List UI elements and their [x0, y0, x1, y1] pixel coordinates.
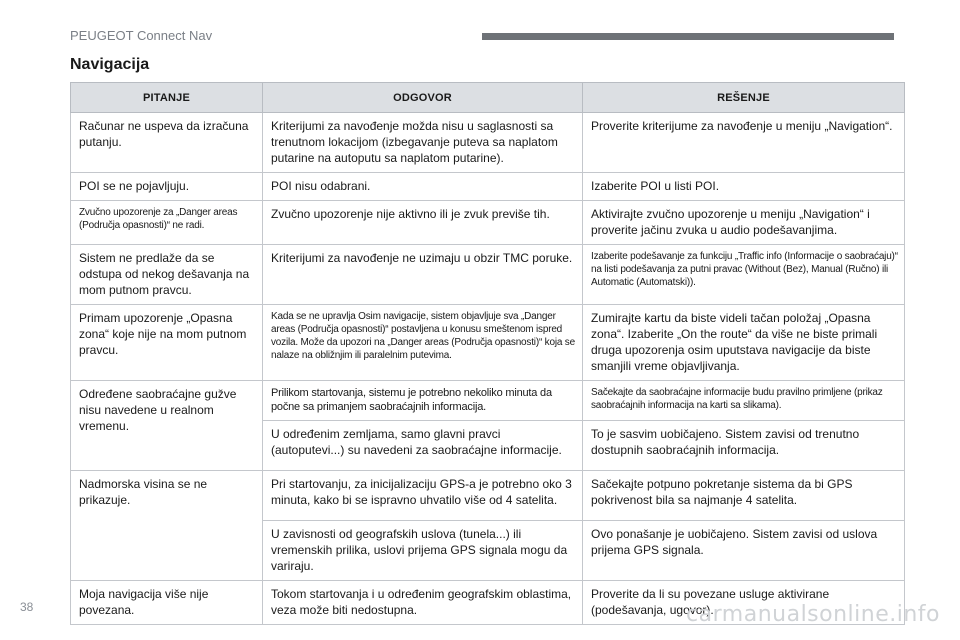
- question-cell: Nadmorska visina se ne prikazuje.: [71, 471, 263, 581]
- solution-cell: Sačekajte potpuno pokretanje sistema da bi GPS pokrivenost bila sa najmanje 4 satelita.: [583, 471, 905, 521]
- header-brand: PEUGEOT Connect Nav: [70, 28, 213, 43]
- solution-cell: Zumirajte kartu da biste videli tačan položaj „Opasna zona“. Izaberite „On the route“ da više ne biste primali druga upozorenja osim uputstava navigacije da biste smanjili vreme objavljivanja.: [583, 305, 905, 381]
- answer-cell: Prilikom startovanja, sistemu je potrebno nekoliko minuta da počne sa primanjem saobraćajnih informacija.: [263, 381, 583, 421]
- table-row: [71, 173, 905, 201]
- answer-cell: Tokom startovanja i u određenim geografskim oblastima, veza može biti nedostupna.: [263, 581, 583, 625]
- answer-cell: Pri startovanju, za inicijalizaciju GPS-a je potrebno oko 3 minuta, kako bi se ispravno uhvatilo više od 4 satelita.: [263, 471, 583, 521]
- question-cell: Moja navigacija više nije povezana.: [71, 581, 263, 625]
- answer-cell: Kada se ne upravlja Osim navigacije, sistem objavljuje sva „Danger areas (Područja opasnosti)“ postavljena u konusu smeštenom ispred vozila. Može da upozori na „Danger areas (Područja opasnosti)“ koja se nalaze na obližnjim ili paralelnim putevima.: [263, 305, 583, 381]
- table-row: [71, 381, 905, 421]
- section-title: Navigacija: [70, 56, 150, 73]
- answer-cell: POI nisu odabrani.: [263, 173, 583, 201]
- solution-cell: Proverite kriterijume za navođenje u meniju „Navigation“.: [583, 113, 905, 173]
- solution-cell: Aktivirajte zvučno upozorenje u meniju „Navigation“ i proverite jačinu zvuka u audio podešavanjima.: [583, 201, 905, 245]
- answer-cell: U određenim zemljama, samo glavni pravci (autoputevi...) su navedeni za saobraćajne informacije.: [263, 421, 583, 471]
- solution-cell: To je sasvim uobičajeno. Sistem zavisi od trenutno dostupnih saobraćajnih informacija.: [583, 421, 905, 471]
- question-cell: Sistem ne predlaže da se odstupa od nekog dešavanja na mom putnom pravcu.: [71, 245, 263, 305]
- page-number: 38: [20, 600, 34, 614]
- watermark: carmanualsonline.info: [686, 602, 940, 627]
- answer-cell: U zavisnosti od geografskih uslova (tunela...) ili vremenskih prilika, uslovi prijema GPS signala mogu da variraju.: [263, 521, 583, 581]
- solution-cell: Sačekajte da saobraćajne informacije budu pravilno primljene (prikaz saobraćajnih informacija na karti sa slikama).: [583, 381, 905, 421]
- table-row: [71, 471, 905, 521]
- table-header-row: [71, 83, 905, 113]
- column-header-question: PITANJE: [71, 83, 263, 113]
- answer-cell: Kriterijumi za navođenje ne uzimaju u obzir TMC poruke.: [263, 245, 583, 305]
- table-row: [71, 245, 905, 305]
- question-cell: Primam upozorenje „Opasna zona“ koje nije na mom putnom pravcu.: [71, 305, 263, 381]
- question-cell: Određene saobraćajne gužve nisu navedene u realnom vremenu.: [71, 381, 263, 471]
- solution-cell: Izaberite podešavanje za funkciju „Traffic info (Informacije o saobraćaju)“ na listi podešavanja za putni pravac (Without (Bez), Manual (Ručno) ili Automatic (Automatski)).: [583, 245, 905, 305]
- table-row: [71, 201, 905, 245]
- question-cell: POI se ne pojavljuju.: [71, 173, 263, 201]
- answer-cell: Kriterijumi za navođenje možda nisu u saglasnosti sa trenutnom lokacijom (izbegavanje puteva sa naplatom putarine na autoputu sa naplatom putarine).: [263, 113, 583, 173]
- solution-cell: Izaberite POI u listi POI.: [583, 173, 905, 201]
- troubleshooting-table: [70, 82, 905, 625]
- solution-cell: Proverite da li su povezane usluge aktivirane (podešavanja, ugovor).: [583, 581, 905, 625]
- header-bar: [482, 33, 894, 40]
- answer-cell: Zvučno upozorenje nije aktivno ili je zvuk previše tih.: [263, 201, 583, 245]
- table-row: [71, 113, 905, 173]
- table-row: [71, 305, 905, 381]
- column-header-answer: ODGOVOR: [263, 83, 583, 113]
- question-cell: Računar ne uspeva da izračuna putanju.: [71, 113, 263, 173]
- solution-cell: Ovo ponašanje je uobičajeno. Sistem zavisi od uslova prijema GPS signala.: [583, 521, 905, 581]
- column-header-solution: REŠENJE: [583, 83, 905, 113]
- question-cell: Zvučno upozorenje za „Danger areas (Područja opasnosti)“ ne radi.: [71, 201, 263, 245]
